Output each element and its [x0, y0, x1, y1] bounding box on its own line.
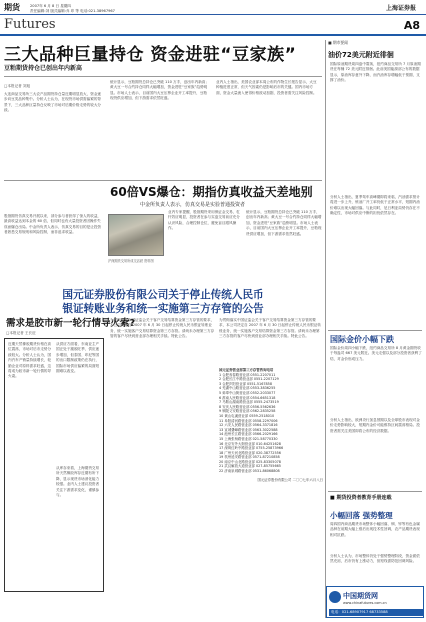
intl-body-2: 分析人士指出，欧洲央行加息预期以及全球股市表现对金价走势影响较大，短期内金价可能维持区间震荡格局。投资者需关注美国即将公布的经济数据。 — [330, 418, 420, 433]
issue-date: 2007年 6 月 8 日 星期四 — [30, 4, 71, 8]
news-photo — [108, 214, 164, 256]
banner-line-1: 国元证券股份有限公司关于停止传统人民币 — [62, 289, 264, 301]
newspaper-name: 上海证券报 — [385, 5, 416, 12]
main-subheadline: 豆粕期货持仓已创出年内新高 — [4, 65, 83, 72]
table-row: 5 蚌埠中山街营业部 0552-2033077 — [219, 390, 276, 395]
market-body-2: 分析人士认为，市场整体仍处于强势整理阶段，资金面依然充裕，后市仍有上涨动力，但短线需防范回调风险。 — [330, 554, 420, 564]
branch-phone-table — [219, 368, 323, 482]
market-headline: 小幅回落 强势整理 — [330, 511, 393, 520]
main-byline: □本报记者 刘旭 — [4, 84, 31, 88]
table-row: 8 安庆人民路营业部 0556-5562636 — [219, 404, 276, 409]
table-row: 6 淮南人民路营业部 0554-6651318 — [219, 395, 276, 400]
table-row: 16 北京安外大街营业部 010-64251628 — [219, 441, 281, 446]
table-row: 10 黄山屯溪营业部 0559-2518010 — [219, 413, 275, 418]
advertisement[interactable] — [326, 586, 424, 618]
table-row: 4 芜湖中山路营业部 0553-3836255 — [219, 386, 276, 391]
table-row: 1 合肥寿春路营业部 0551-2207011 — [219, 372, 276, 377]
table-row: 9 铜陵义安路营业部 0562-2835258 — [219, 409, 276, 414]
page-number: A8 — [403, 19, 420, 32]
section-name: 期货 — [4, 3, 20, 12]
ad-brand-name: 中国期货网 — [343, 592, 378, 600]
section-name-english: Futures — [4, 17, 56, 32]
column-label: ■ 期货投资者教育手册连载 — [330, 495, 392, 501]
announcement-body: 为贯彻落实中国证监会关于客户交易结算资金第三方存管的要求，本公司决定自 2007 年 6 月 30 日起停止传统人民币银证转账业务，统一实施客户交易结算资金第三方存管。请尚未办理第三方存管的客户尽快到营业部办理相关手续。特此公告。 — [110, 318, 215, 339]
table-row: 3 合肥庐阳营业部 0551-5167858 — [219, 381, 272, 386]
table-row: 20 南京中山北路营业部 025-83305078 — [219, 459, 281, 464]
section-band — [0, 16, 426, 36]
table-row: 18 广州天河北路营业部 020-38772556 — [219, 450, 281, 455]
second-headline: 60倍VS爆仓：期指仿真收益天差地别 — [110, 185, 313, 199]
market-body-1: 周四国内商品期货市场整体小幅回落，铜、锌等有色金属品种在前期大幅上涨后出现技术性回调，农产品期货表现相对抗跌。 — [330, 522, 420, 537]
table-row: 12 六安人民路营业部 0564-3371816 — [219, 423, 278, 428]
right-news-block — [328, 40, 422, 60]
ad-phone: 电话：021-68907917 68733588 — [329, 609, 423, 616]
table-footer: 国元证券股份有限公司 二〇〇七年六月八日 — [257, 477, 323, 482]
left-body-col-2: 从供应方面看，东南亚主产国正处于割胶旺季，供应逐步增加，但泰国、印尼等国的出口限制政策仍在执行，国际市场供应偏紧的局面短期难以改变。 — [56, 342, 100, 374]
column-divider — [325, 40, 326, 618]
left-headline: 需求是胶市新一轮行情导火索? — [6, 318, 136, 329]
table-row: 19 杭州延安路营业部 0571-87210858 — [219, 455, 280, 460]
table-row: 2 合肥长江中路营业部 0551-2207129 — [219, 377, 279, 382]
intl-body-1: 国际金价周四小幅下跌，纽约商品交易所 8 月黄金期货收于每盎司 667 美元附近。美元走强以及部分投资者获利了结，对金价形成压力。 — [330, 346, 422, 361]
right-kicker: ■ 期市要闻 — [328, 40, 348, 45]
main-body-col-2: 统计显示，豆粕期货总持仓已突破 110 万手，创出年内新高；黄大豆一号合约持仓同样大幅增加，资金进驻“豆家族”趋势明显。市场人士表示，目前国内大豆压榨企业开工率提升，豆粕现货供应增加，但下游需求依然旺盛。 — [110, 80, 209, 101]
left-body-col-3: 从库存来看，上海期货交易所天然橡胶库存近期有所下降，显示现货市场消化能力较强。业内人士建议投资者关注下游需求变化，谨慎参与。 — [56, 466, 100, 498]
table-row: 14 池州长江路营业部 0566-2029166 — [219, 432, 278, 437]
main-body-col-3: 业内人士指出，美国农业部本周公布的作物生长报告显示，大豆种植进度正常，但天气因素仍是影响后市的关键。国内市场方面，资金大量流入使得价格波动加剧，投资者需关注风险控制。 — [216, 80, 317, 95]
second-body-col-3: 统计显示，豆粕期货总持仓已突破 110 万手，创出年内新高；黄大豆一号合约持仓同样大幅增加，资金进驻“豆家族”趋势明显。市场人士表示，目前国内大豆压榨企业开工率提升，豆粕现货供应增加，但下游需求依然旺盛。 — [246, 210, 322, 236]
table-header: 国元证券营业部第三方存管咨询电话 — [219, 368, 274, 372]
table-row: 7 马鞍山湖南路营业部 0555-2473519 — [219, 400, 279, 405]
right-body-1: 国际原油期货周四盘中震荡，纽约商品交易所 7 月原油期货在每桶 72 美元附近徘徊。此前美国能源部公布的数据显示，原油库存意外下降，而汽油库存增幅低于预期，支撑了油价。 — [330, 62, 421, 83]
main-body-col-1: 大连商品交易所三大农产品期货持仓量近期明显放大，资金逐步向豆类品种集中。分析人士认为，在现货市场供需偏紧的背景下，三大品种巨量持仓反映了市场对后期价格走势的较大分歧。 — [4, 92, 102, 113]
photo-caption: 沪深期货交易所成交活跃 资料图 — [108, 259, 154, 263]
globe-icon — [329, 591, 341, 603]
announcement-banner — [4, 287, 322, 315]
table-row: 17 深圳红岭中路营业部 0755-25873966 — [219, 446, 284, 451]
ad-url[interactable]: www.chinafutures.com.cn — [343, 601, 387, 605]
table-row: 11 阜阳清河路营业部 0558-2297006 — [219, 418, 278, 423]
intl-headline: 国际金价小幅下跌 — [330, 335, 394, 344]
right-headline: 油价72美元附近徘徊 — [328, 51, 394, 59]
table-row: 13 宣城叠嶂路营业部 0563-3022588 — [219, 427, 278, 432]
editor-info: 责任编辑:刘 版式编辑:乔 印 等 电话:021-38967967 — [30, 9, 115, 13]
table-row: 21 武汉解放大道营业部 027-85755665 — [219, 464, 281, 469]
announcement-body-2: 为贯彻落实中国证监会关于客户交易结算资金第三方存管的要求，本公司决定自 2007 年 6 月 30 日起停止传统人民币银证转账业务，统一实施客户交易结算资金第三方存管。请尚未办理第三方存管的客户尽快到营业部办理相关手续。特此公告。 — [219, 318, 321, 339]
second-subheadline: 中金所负责人表示，仿真交易是实验普通投资者 — [140, 202, 246, 208]
divider — [328, 491, 422, 492]
banner-line-2: 银证转账业务和统一实施第三方存管的公告 — [62, 303, 264, 315]
left-body-col-1: 近期天然橡胶期货价格在高位震荡，市场对后市走势分歧较大。分析人士认为，国内汽车产销量持续增长，轮胎企业对原料需求旺盛，这将成为胶市新一轮行情的导火索。 — [8, 342, 52, 379]
second-body-col-1: 股指期货仿真交易开展以来，部分参与者获得了惊人的收益，最高收益达到本金的 60 倍，但同时也有大量投资者因操作失误而爆仓出局。中金所负责人表示，仿真交易的目的是让投资者熟悉交易规则和风险控制，而非追求收益。 — [4, 214, 102, 235]
main-headline: 三大品种巨量持仓 资金进驻“豆家族” — [4, 45, 297, 65]
divider — [4, 76, 322, 77]
divider — [4, 180, 322, 181]
divider — [328, 330, 422, 331]
second-body-col-2: 业内专家提醒，股指期货采用保证金交易，杠杆效应明显，投资者在参与实盘交易前应充分认识风险，合理控制仓位，避免盲目跟风操作。 — [168, 210, 240, 231]
table-row: 15 上海张杨路营业部 021-58770330 — [219, 436, 278, 441]
table-row: 22 济南泉城路营业部 0531-86068808 — [219, 469, 280, 474]
right-body-2: 分析人士指出，夏季驾车高峰期即将来临，汽油需求预计将进一步上升，炼油厂开工率仍低于正常水平，短期内油价难以出现大幅回落。与此同时，尼日利亚局势仍存在不确定性，市场对供应中断的担忧依然存在。 — [330, 195, 420, 216]
left-byline: □本报记者 王长征 — [6, 331, 36, 335]
